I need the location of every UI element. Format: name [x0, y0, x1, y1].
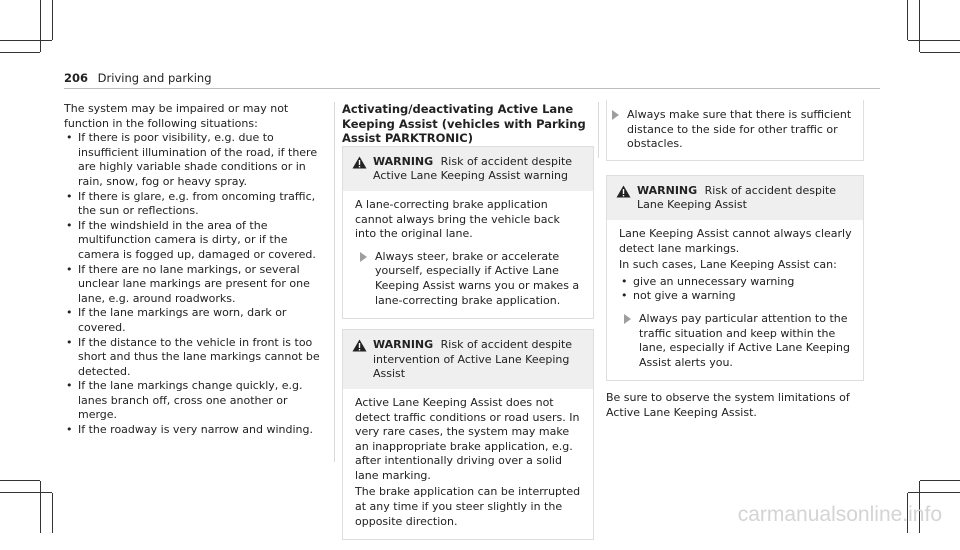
limitations-list [64, 131, 326, 437]
arrow-right-icon [624, 314, 631, 324]
crop-mark [40, 481, 41, 533]
list-item: • If the lane markings change quickly, e.g. lanes branch off, cross one another or merge. [64, 379, 326, 423]
warning-triangle-icon [352, 339, 367, 352]
crop-mark [0, 52, 40, 53]
column-divider [598, 102, 599, 158]
header-divider [64, 88, 880, 89]
warning-text: In such cases, Lane Keeping Assist can: [619, 258, 837, 272]
crop-mark [908, 40, 960, 41]
warning-triangle-icon [616, 185, 631, 198]
warning-header [607, 176, 863, 220]
section-heading: Activating/deactivating Active Lane Keeping Assist (vehicles with Parking Assist PARKTRONIC) [342, 102, 586, 146]
crop-mark [908, 492, 960, 493]
right-column [606, 100, 864, 421]
warning-header [343, 330, 593, 389]
warning-body [343, 389, 593, 539]
middle-column [342, 102, 594, 550]
crop-mark [920, 480, 960, 481]
crop-mark [919, 0, 920, 52]
crop-mark [0, 40, 52, 41]
intro-text: The system may be impaired or may not function in the following situations: [64, 102, 289, 130]
warning-label: WARNING [373, 154, 434, 168]
warning-list [619, 275, 853, 304]
crop-mark [52, 0, 53, 40]
warning-label: WARNING [637, 183, 698, 197]
action-step [355, 250, 583, 308]
warning-text: A lane-correcting brake application cannot always bring the vehicle back into the original lane. [355, 197, 560, 241]
list-item: • If there is poor visibility, e.g. due to insufficient illumination of the road, if there are highly variable shade conditions or in rain, snow, fog or heavy spray. [64, 131, 326, 189]
crop-mark [52, 493, 53, 533]
arrow-right-icon [360, 252, 367, 262]
continued-step-box [606, 100, 864, 161]
warning-heading: Risk of accident despite intervention of Active Lane Keeping Assist [373, 338, 573, 381]
warning-label: WARNING [373, 338, 434, 352]
warning-text: Lane Keeping Assist cannot always clearly detect lane markings. [619, 226, 852, 255]
list-item: • If the roadway is very narrow and winding. [64, 423, 326, 438]
crop-mark [40, 0, 41, 52]
page-header [64, 71, 212, 85]
list-item: • If there are no lane markings, or several unclear lane markings are present for one lane, e.g. around roadworks. [64, 263, 326, 307]
warning-text: The brake application can be interrupted at any time if you steer slightly in the opposite direction. [355, 485, 581, 528]
action-step [607, 108, 853, 152]
watermark: carmanualsonline.info [737, 503, 942, 526]
warning-heading: Risk of accident despite Active Lane Keeping Assist warning [373, 154, 573, 183]
crop-mark [907, 0, 908, 40]
left-column [64, 102, 326, 438]
crop-mark [920, 52, 960, 53]
crop-mark [0, 480, 40, 481]
arrow-right-icon [612, 110, 619, 120]
warning-text: Active Lane Keeping Assist does not detect traffic conditions or road users. In very rare cases, the system may make an inappropriate brake application, e.g. after intentionally driving over a solid lane marking. [355, 395, 580, 482]
closing-text: Be sure to observe the system limitations of Active Lane Keeping Assist. [606, 391, 850, 419]
step-text: Always pay particular attention to the traffic situation and keep within the lane, especially if Active Lane Keeping Assist alerts you. [639, 311, 850, 369]
warning-triangle-icon [352, 156, 367, 169]
action-step [619, 312, 853, 370]
step-text: Always steer, brake or accelerate yourself, especially if Active Lane Keeping Assist warns you or makes a lane-correcting brake application. [375, 249, 580, 307]
warning-heading: Risk of accident despite Lane Keeping Assist [637, 183, 837, 212]
warning-box [342, 329, 594, 540]
warning-header [343, 147, 593, 191]
column-divider [334, 102, 335, 462]
list-item: • If the distance to the vehicle in front is too short and thus the lane markings cannot be detected. [64, 336, 326, 380]
step-text: Always make sure that there is sufficient distance to the side for other traffic or obstacles. [627, 108, 852, 151]
warning-body [343, 191, 593, 318]
warning-box [606, 175, 864, 382]
warning-body [607, 220, 863, 380]
warning-box [342, 146, 594, 319]
list-item: • not give a warning [619, 289, 853, 304]
list-item: • If there is glare, e.g. from oncoming traffic, the sun or reflections. [64, 190, 326, 219]
page-number: 206 [64, 71, 89, 85]
list-item: • If the windshield in the area of the multifunction camera is dirty, or if the camera is fogged up, damaged or covered. [64, 219, 326, 263]
crop-mark [0, 492, 52, 493]
list-item: • give an unnecessary warning [619, 275, 853, 290]
list-item: • If the lane markings are worn, dark or covered. [64, 306, 326, 335]
section-title: Driving and parking [97, 71, 212, 85]
